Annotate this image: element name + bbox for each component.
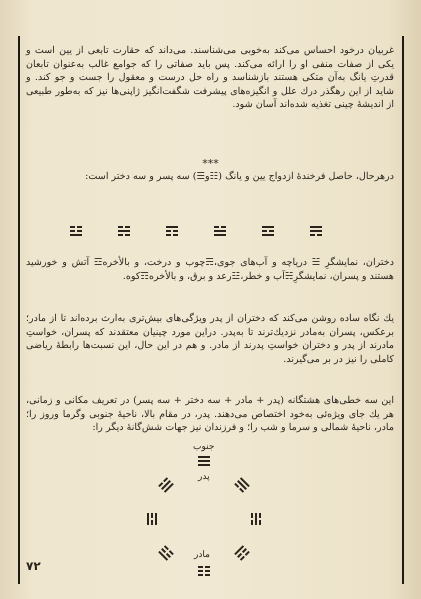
trigram-icon: [147, 513, 157, 525]
father-trigram-icon: [198, 456, 210, 466]
mother-label: مادر: [194, 550, 210, 560]
trigram-icon: [70, 226, 82, 236]
paragraph-5: این سه خطی‌های هشتگانه (پدر + مادر + سه دختر + سه پسر) در تعریف مکانی و زمانی، هر یك جای ویژه‌ئی به‌خود اختصاص می‌دهند. پدر، در مقام بالا، ناحیهٔ جنوبی وگرما وروز را؛مادر، ناحیهٔ شمالی و سرما و شب را؛ و فرزندان نیز جهات شش‌گانهٔ دیگر را:: [26, 395, 394, 434]
six-trigrams-row: [70, 226, 360, 240]
mother-trigram-icon: [198, 566, 210, 576]
trigram-compass-diagram: [120, 444, 290, 594]
right-margin-rule: [402, 36, 404, 584]
trigram-icon: [262, 226, 274, 236]
trigram-icon: [234, 477, 250, 493]
trigram-icon: [158, 477, 174, 493]
south-label: جنوب: [193, 442, 215, 452]
trigram-icon: [166, 226, 178, 236]
trigram-icon: [118, 226, 130, 236]
page-number: ۷۲: [26, 559, 41, 573]
paragraph-4: یك نگاه ساده روشن می‌کند که دختران از پدر ویژگی‌های بیش‌تری به‌ارث برده‌اند تا از مادر؛ برعکس، پسران به‌مادر نزدیك‌ترند تا به‌پدر. دراین مورد چینیان معتقدند که پسران، خواستِ مادرند از پدر و دختران خواستِ پدرند از مادر. و هم در این حال، این نسبت‌ها رابطهٔ ریاضی کاملی را نیز در بر می‌گیرند.: [26, 313, 394, 365]
section-separator: ***: [202, 157, 219, 170]
paragraph-3: دختران، نمایشگرِ ☱ دریاچه و آب‌های جوی،☴چوب و درخت، و بالأخره☲ آتش و خورشید هستند و پسران، نمایشگرِ☵آب و خطر،☳رعد و برق، و بالأخره☶کوه.: [26, 257, 394, 282]
trigram-icon: [234, 545, 250, 561]
left-margin-rule: [18, 36, 20, 584]
trigram-icon: [310, 226, 322, 236]
trigram-icon: [214, 226, 226, 236]
trigram-icon: [158, 545, 174, 561]
trigram-icon: [251, 513, 261, 525]
paragraph-2: درهرحال، حاصل فرخندهٔ ازدواج یین و یانگ (☷و☰) سه پسر و سه دختر است:: [85, 171, 394, 182]
father-label: پدر: [198, 472, 210, 482]
paragraph-1: غربیان درخود احساس می‌کند به‌خوبی می‌شناسند. می‌داند که حقارت تابعی از یین است و یکی از صفات منفی او را ارائه می‌کند. پس باید صفاتی را که جوامع غالب به‌عنوان تابعان قدرتِ یانگ به‌آن متکی هستند بازشناسد و راه حل درست و معقول را جست و جو کند. و شاید از این رهگذر درك علل و انگیزه‌های پیشرفت شگفت‌انگیز ژاپنی‌ها نیز که به‌طور طبیعی از اندیشهٔ چینی تغذیه شده‌اند آسان شود.: [26, 45, 394, 111]
